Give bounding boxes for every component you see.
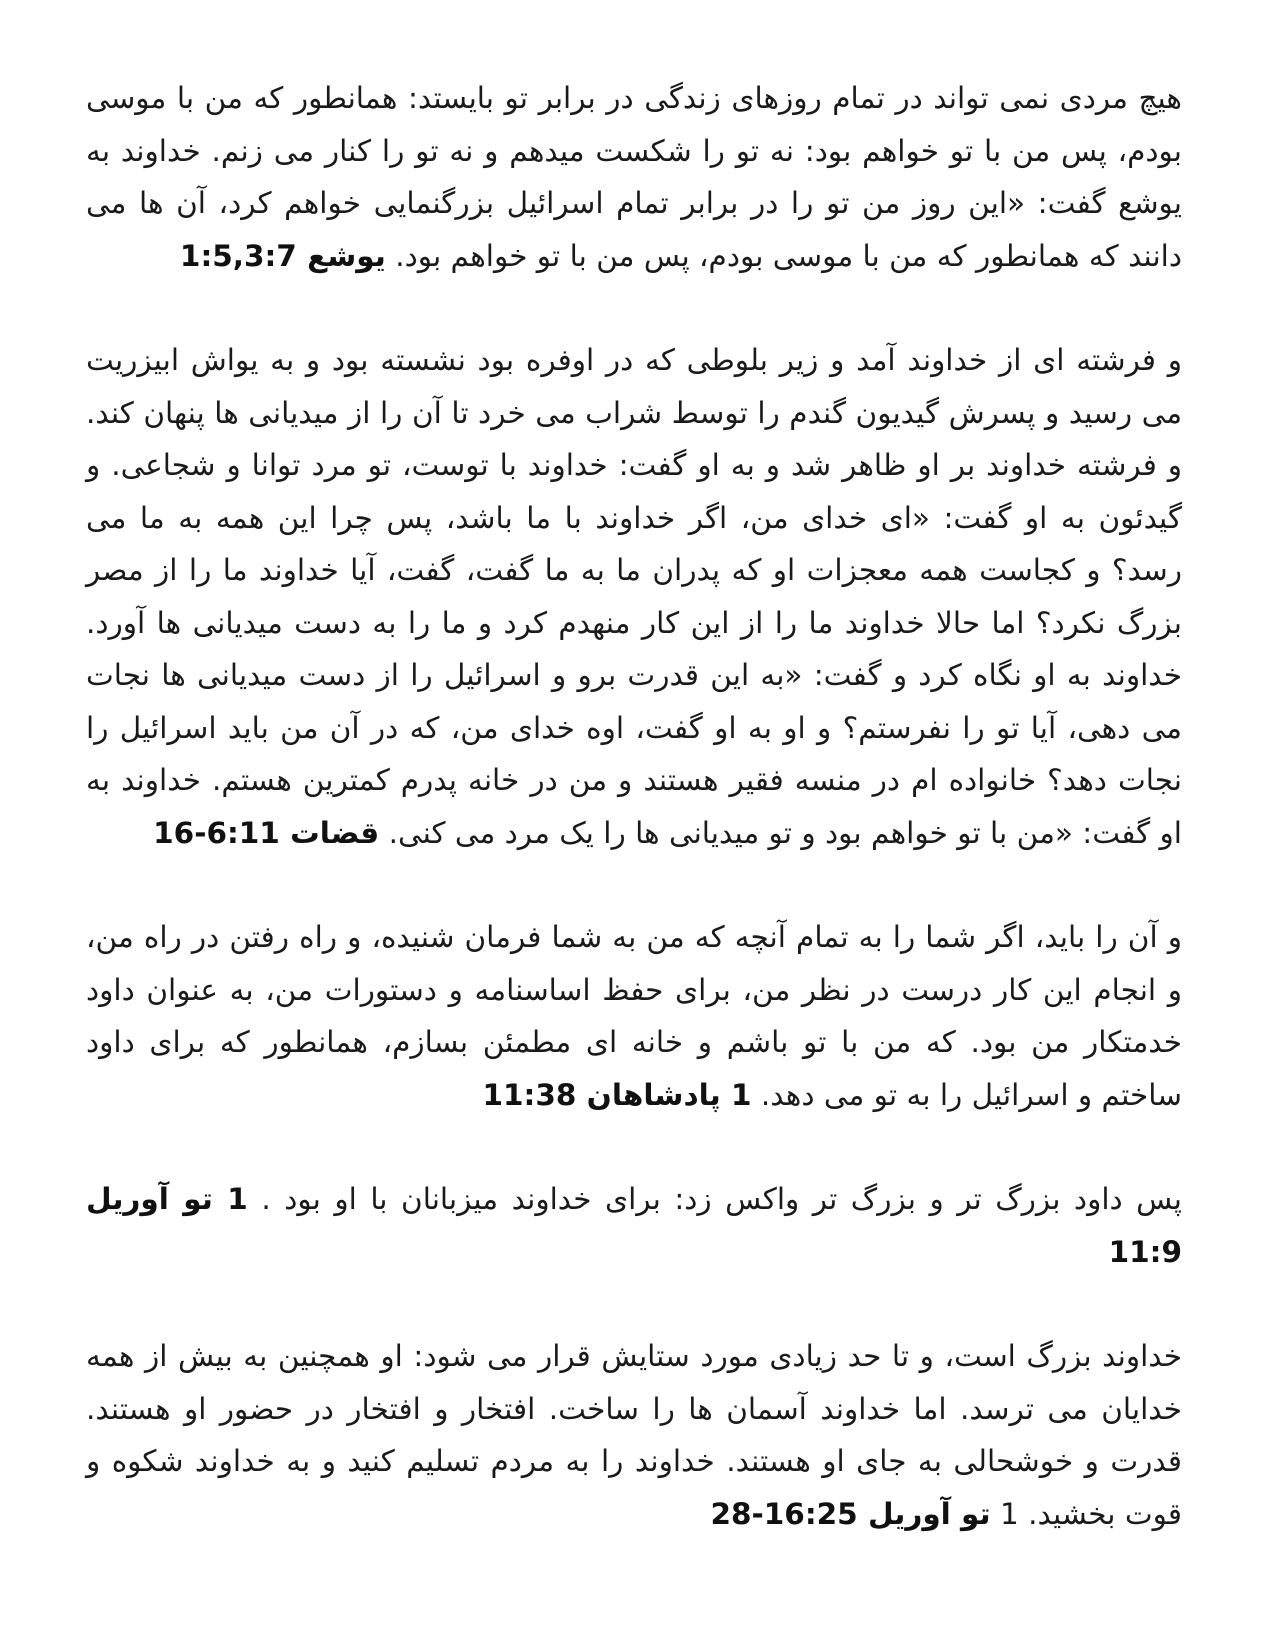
paragraph-text: و فرشته ای از خداوند آمد و زیر بلوطی که در اوفره بود نشسته بود و به یواش ابیزریت می رسید و پسرش گیدیون گندم را توسط شراب می خرد تا آن را از میدیانی ها پنهان کند. و فرشته خداوند بر او ظاهر شد و به او گفت: خداوند با توست، تو مرد توانا و شجاعی. و گیدئون به او گفت: «ای خدای من، اگر خداوند با ما باشد، پس چرا این همه به ما می رسد؟ و کجاست همه معجزات او که پدران ما به ما گفت، گفت، آیا خداوند ما را از مصر بزرگ نکرد؟ اما حالا خداوند ما را از این کار منهدم کرد و ما را به دست میدیانی ها آورد. خداوند به او نگاه کرد و گفت: «به این قدرت برو و اسرائیل را از دست میدیانی ها نجات می دهی، آیا تو را نفرستم؟ و او به او گفت، اوه خدای من، که در آن من باید اسرائیل را نجات دهد؟ خانواده ام در منسه فقیر هستند و من در خانه پدرم کمترین هستم. خداوند به او گفت: «من با تو خواهم بود و تو میدیانی ها را یک مرد می کنی. [86, 343, 1182, 850]
scripture-reference: قضات 6:11-16 [153, 815, 380, 850]
scripture-reference: 1 تو آوریل 11:9 [86, 1182, 1182, 1269]
paragraph-text: خداوند بزرگ است، و تا حد زیادی مورد ستایش قرار می شود: او همچنین به بیش از همه خدایان می ترسد. اما خداوند آسمان ها را ساخت. افتخار و افتخار در حضور او هستند. قدرت و خوشحالی به جای او هستند. خداوند را به مردم تسلیم کنید و به خداوند شکوه و قوت بخشید. 1 [86, 1339, 1182, 1531]
paragraph-text: پس داود بزرگ تر و بزرگ تر واکس زد: برای خداوند میزبانان با او بود . [247, 1182, 1182, 1216]
paragraph-text: و آن را باید، اگر شما را به تمام آنچه که من به شما فرمان شنیده، و راه رفتن در راه من، و انجام این کار درست در نظر من، برای حفظ اساسنامه و دستورات من، به عنوان داود خدمتکار من بود. که من با تو باشم و خانه ای مطمئن بسازم، همانطور که برای داود ساختم و اسرائیل را به تو می دهد. [86, 920, 1182, 1112]
scripture-reference: یوشع 1:5,3:7 [179, 238, 386, 273]
paragraph-kings [86, 911, 1182, 1121]
paragraph-joshua [86, 72, 1182, 282]
paragraph-judges [86, 334, 1182, 859]
paragraph-chronicles-16 [86, 1330, 1182, 1540]
document-body [86, 72, 1182, 1592]
scripture-reference: تو آوریل 16:25-28 [710, 1496, 991, 1531]
paragraph-text: هیچ مردی نمی تواند در تمام روزهای زندگی در برابر تو بایستد: همانطور که من با موسی بودم، پس من با تو خواهم بود: نه تو را شکست میدهم و نه تو را کنار می زنم. خداوند به یوشع گفت: «این روز من تو را در برابر تمام اسرائیل بزرگنمایی خواهم کرد، آن ها می دانند که همانطور که من با موسی بودم، پس من با تو خواهم بود. [86, 81, 1182, 273]
scripture-reference: 1 پادشاهان 11:38 [482, 1077, 752, 1112]
paragraph-chronicles-11 [86, 1173, 1182, 1278]
